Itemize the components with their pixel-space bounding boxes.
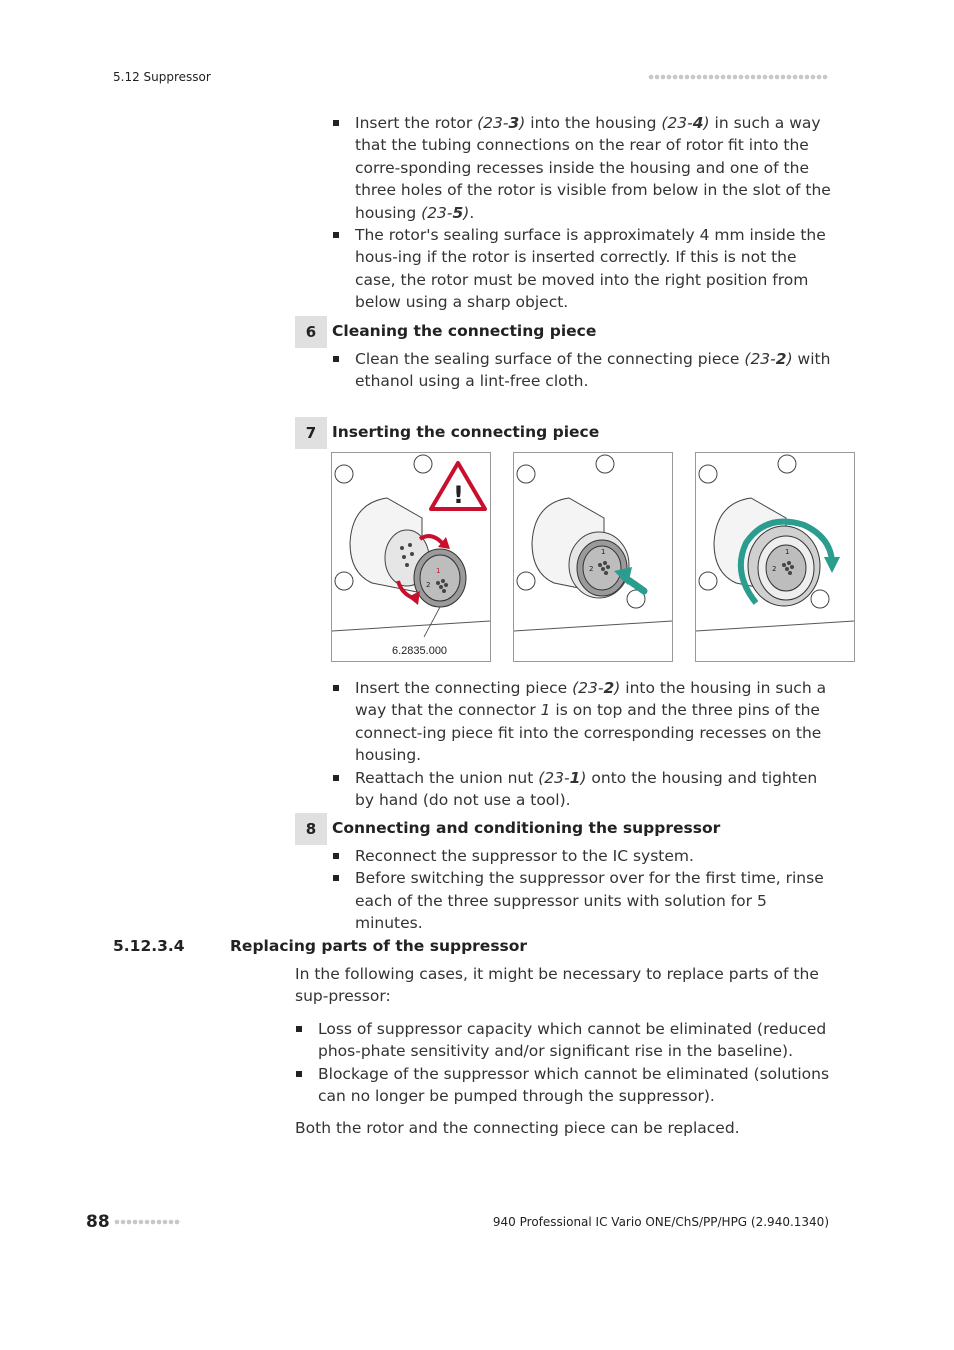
- section-bullet-2: Blockage of the suppressor which cannot be eliminated (solutions can no longer be pumped through the suppressor).: [295, 1063, 832, 1108]
- section-closing: Both the rotor and the connecting piece can be replaced.: [295, 1119, 740, 1137]
- step-number: 8: [295, 813, 327, 845]
- part-number-label: 6.2835.000: [392, 645, 448, 657]
- step-7-bullet-2: Reattach the union nut (23-1) onto the housing and tighten by hand (do not use a tool).: [332, 767, 832, 812]
- connector-label-1: 1: [785, 548, 790, 556]
- section-bullet-1: Loss of suppressor capacity which cannot be eliminated (reduced phos-phate sensitivity and/or significant rise in the baseline).: [295, 1018, 832, 1063]
- step-title: Connecting and conditioning the suppressor: [332, 819, 721, 837]
- figure-reference: (23-1): [538, 768, 587, 787]
- figure-tighten-union-nut: [695, 452, 855, 662]
- connector-label-1: 1: [601, 548, 606, 556]
- step-7-header: [295, 417, 855, 449]
- running-header-section: 5.12 Suppressor: [113, 70, 211, 84]
- step-6-header: [295, 316, 855, 348]
- connector-label-1: 1: [436, 567, 441, 575]
- footer-document-title: 940 Professional IC Vario ONE/ChS/PP/HPG (2.940.1340): [492, 1215, 829, 1229]
- step-8-header: [295, 813, 855, 845]
- figure-reference: (23-5): [421, 203, 470, 222]
- intro-bullet-1: Insert the rotor (23-3) into the housing (23-4) in such a way that the tubing connections on the rear of rotor fit into the corre-sponding recesses inside the housing and one of the three holes of the rotor is visible from below in the slot of the housing (23-5).: [332, 112, 832, 224]
- step-number: 6: [295, 316, 327, 348]
- section-title: Replacing parts of the suppressor: [230, 937, 528, 955]
- figure-reference: (23-2): [572, 679, 621, 697]
- connector-label-2: 2: [589, 565, 594, 573]
- suppressor-illustration-3: [696, 453, 854, 661]
- svg-text:!: !: [453, 481, 464, 509]
- step-title: Inserting the connecting piece: [332, 423, 600, 441]
- step-8-bullet-1: Reconnect the suppressor to the IC system.: [332, 845, 832, 867]
- figure-reference: (23-3): [477, 114, 526, 132]
- section-bullets: [295, 1018, 832, 1108]
- intro-bullet-2: The rotor's sealing surface is approximately 4 mm inside the hous-ing if the rotor is inserted correctly. If this is not the case, the rotor must be moved into the right position from below using a sharp object.: [332, 224, 832, 314]
- figure-reference: (23-4): [661, 114, 710, 132]
- step-7-bullets: [332, 677, 832, 811]
- footer-decorative-dots: [114, 1219, 181, 1225]
- figure-reference: (23-2): [744, 350, 793, 368]
- intro-bullet-list: [332, 112, 832, 314]
- page-number: 88: [86, 1212, 110, 1232]
- connector-label-2: 2: [772, 565, 777, 573]
- suppressor-illustration-2: [514, 453, 672, 661]
- step-8-bullets: [332, 845, 832, 935]
- step-number: 7: [295, 417, 327, 449]
- connector-reference: 1: [540, 701, 551, 720]
- step-8-bullet-2: Before switching the suppressor over for the first time, rinse each of the three suppressor units with solution for 5 minutes.: [332, 867, 832, 934]
- header-decorative-dots: [648, 74, 829, 80]
- step-7-bullet-1: Insert the connecting piece (23-2) into the housing in such a way that the connector 1 is on top and the three pins of the connect-ing piece fit into the corresponding recesses on the housing.: [332, 677, 832, 767]
- figure-push-connecting-piece: [513, 452, 673, 662]
- section-intro: In the following cases, it might be necessary to replace parts of the sup-pressor:: [295, 965, 819, 1006]
- step-6-bullets: [332, 348, 832, 393]
- step-6-bullet-1: Clean the sealing surface of the connecting piece (23-2) with ethanol using a lint-free cloth.: [332, 348, 832, 393]
- suppressor-illustration-1: [332, 453, 490, 661]
- section-number: 5.12.3.4: [113, 937, 185, 955]
- figure-insert-connecting-piece: [331, 452, 491, 662]
- connector-label-2: 2: [426, 581, 431, 589]
- step-title: Cleaning the connecting piece: [332, 322, 597, 340]
